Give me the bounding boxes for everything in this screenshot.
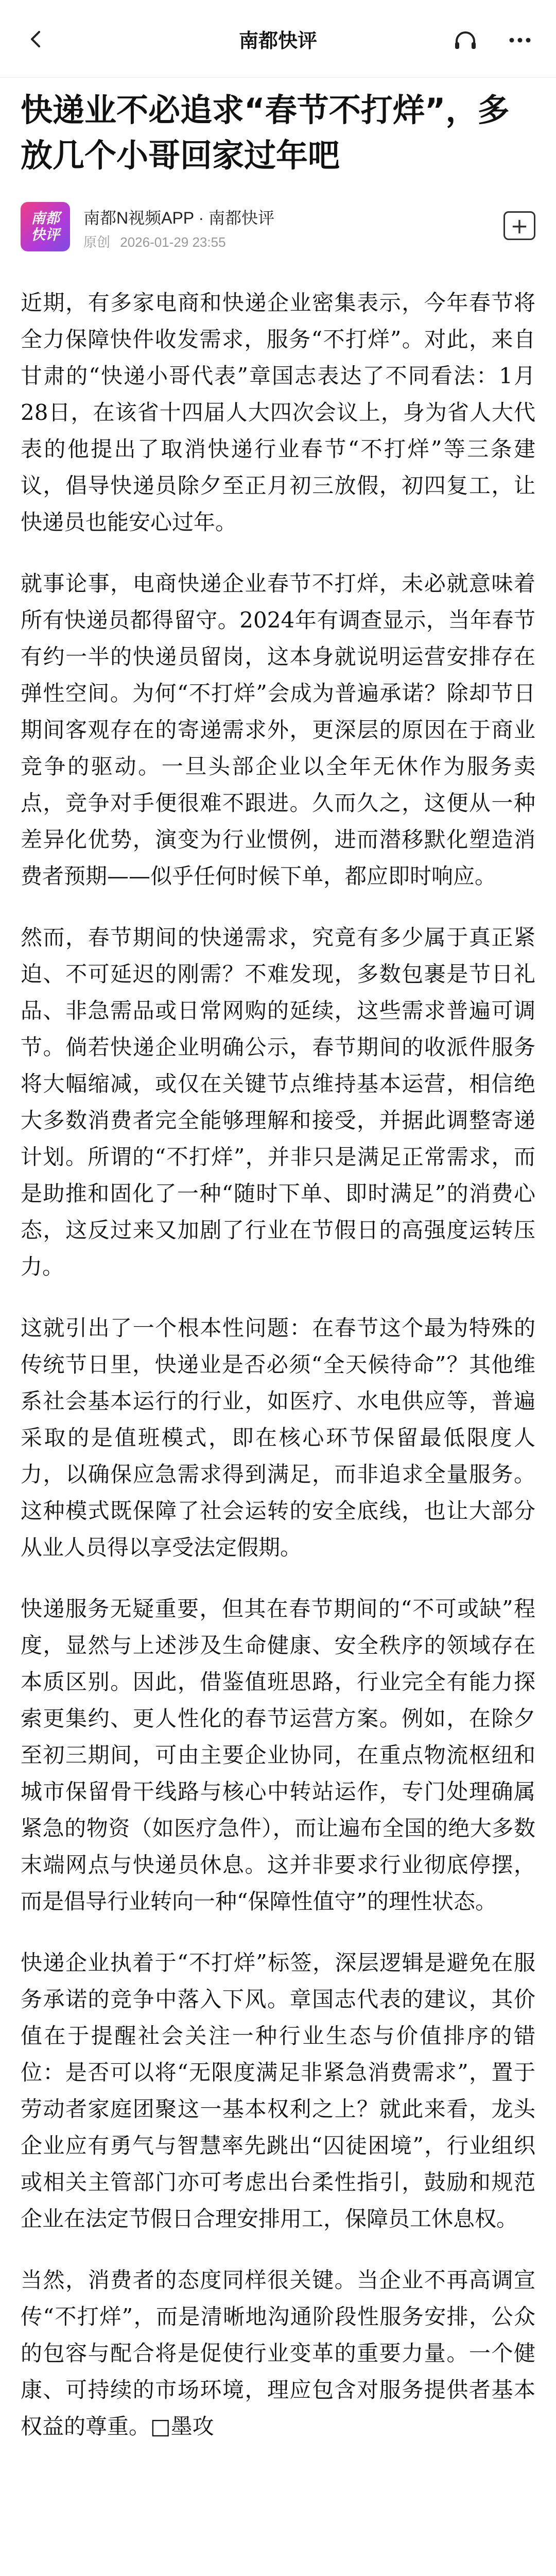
- logo-text-line1: 南都: [30, 210, 60, 227]
- back-button[interactable]: [21, 24, 51, 55]
- headphones-icon: [454, 30, 477, 50]
- article-title: 快递业不必追求“春节不打烊”，多放几个小哥回家过年吧: [21, 91, 510, 174]
- publisher-logo[interactable]: [21, 202, 70, 251]
- page-title: 南都快评: [238, 30, 317, 52]
- follow-button[interactable]: +: [503, 211, 535, 240]
- article-paragraph: 近期，有多家电商和快递企业密集表示，今年春节将全力保障快件收发需求，服务“不打烊”。对此，来自甘肃的“快递小哥代表”章国志表达了不同看法：1月28日，在该省十四届人大四次会议上，身为省人大代表的他提出了取消快递行业春节“不打烊”等三条建议，倡导快递员除夕至正月初三放假，初四复工，让快递员也能安心过年。: [21, 290, 535, 535]
- publisher-name[interactable]: 南都N视频APP · 南都快评: [83, 209, 275, 227]
- top-bar: [0, 0, 556, 78]
- source-row: [21, 202, 535, 259]
- listen-button[interactable]: [450, 25, 481, 56]
- publish-time: 2026-01-29 23:55: [120, 234, 226, 250]
- article-paragraph: 快递企业执着于“不打烊”标签，深层逻辑是避免在服务承诺的竞争中落入下风。章国志代表的建议，其价值在于提醒社会关注一种行业生态与价值排序的错位：是否可以将“无限度满足非紧急消费需求”，置于劳动者家庭团聚这一基本权利之上？就此来看，龙头企业应有勇气与智慧率先跳出“囚徒困境”，行业组织或相关主管部门亦可考虑出台柔性指引，鼓励和规范企业在法定节假日合理安排用工，保障员工休息权。: [21, 1950, 535, 2231]
- article-body: [21, 284, 535, 2469]
- more-horizontal-icon: [509, 37, 531, 43]
- article-paragraph: 当然，消费者的态度同样很关键。当企业不再高调宣传“不打烊”，而是清晰地沟通阶段性服务安排，公众的包容与配合将是促使行业变革的重要力量。一个健康、可持续的市场环境，理应包含对服务提供者基本权益的尊重。□墨攻: [21, 2267, 535, 2439]
- logo-text-line2: 快评: [30, 226, 60, 243]
- article-paragraph: 快递服务无疑重要，但其在春节期间的“不可或缺”程度，显然与上述涉及生命健康、安全秩序的领域存在本质区别。因此，借鉴值班思路，行业完全有能力探索更集约、更人性化的春节运营方案。例如，在除夕至初三期间，可由主要企业协同，在重点物流枢纽和城市保留骨干线路与核心中转站运作，专门处理确属紧急的物资（如医疗急件），而让遍布全国的绝大多数末端网点与快递员休息。这并非要求行业彻底停摆，而是倡导行业转向一种“保障性值守”的理性状态。: [21, 1596, 535, 1914]
- chevron-left-icon: [26, 29, 46, 49]
- original-label: 原创: [83, 234, 111, 250]
- more-button[interactable]: [505, 25, 535, 56]
- article-paragraph: 这就引出了一个根本性问题：在春节这个最为特殊的传统节日里，快递业是否必须“全天候待命”？其他维系社会基本运行的行业，如医疗、水电供应等，普遍采取的是值班模式，即在核心环节保留最低限度人力，以确保应急需求得到满足，而非追求全量服务。这种模式既保障了社会运转的安全底线，也让大部分从业人员得以享受法定假期。: [21, 1315, 535, 1560]
- article-meta: [83, 232, 226, 251]
- article-paragraph: 然而，春节期间的快递需求，究竟有多少属于真正紧迫、不可延迟的刚需？不难发现，多数包裹是节日礼品、非急需品或日常网购的延续，这些需求普遍可调节。倘若快递企业明确公示，春节期间的收派件服务将大幅缩减，或仅在关键节点维持基本运营，相信绝大多数消费者完全能够理解和接受，并据此调整寄递计划。所谓的“不打烊”，并非只是满足正常需求，而是助推和固化了一种“随时下单、即时满足”的消费心态，这反过来又加剧了行业在节假日的高强度运转压力。: [21, 925, 535, 1279]
- article-paragraph: 就事论事，电商快递企业春节不打烊，未必就意味着所有快递员都得留守。2024年有调查显示，当年春节有约一半的快递员留岗，这本身就说明运营安排存在弹性空间。为何“不打烊”会成为普遍承诺？除却节日期间客观存在的寄递需求外，更深层的原因在于商业竞争的驱动。一旦头部企业以全年无休作为服务卖点，竞争对手便很难不跟进。久而久之，这便从一种差异化优势，演变为行业惯例，进而潜移默化塑造消费者预期——似乎任何时候下单，都应即时响应。: [21, 571, 535, 889]
